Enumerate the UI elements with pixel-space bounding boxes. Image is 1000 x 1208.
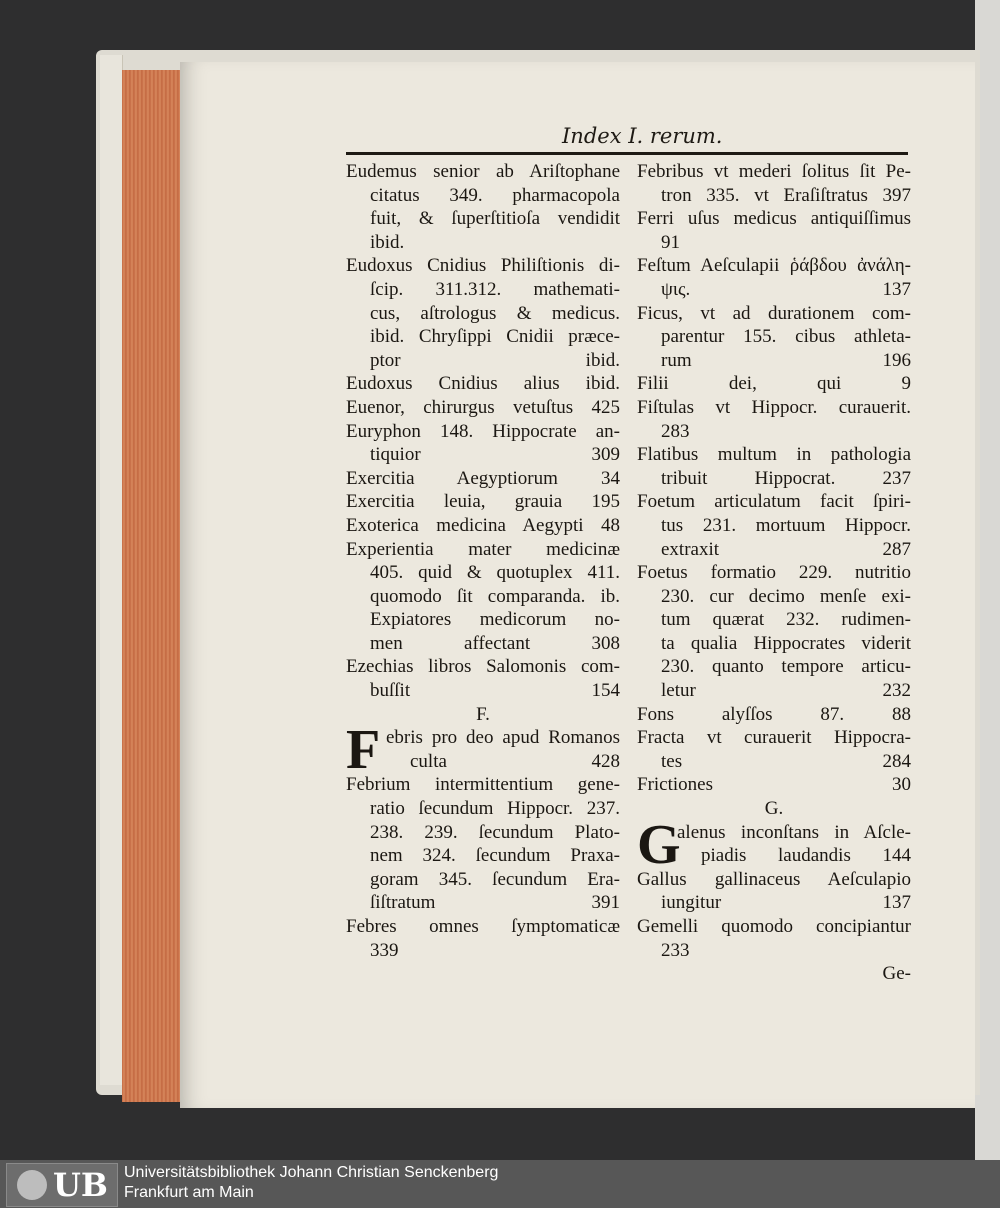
- entry-line: 238. 239. ſecundum Plato-: [370, 821, 620, 843]
- entry-line: iungitur 137: [661, 892, 911, 914]
- entry-line: ptor ibid.: [370, 349, 620, 371]
- entry-line: Febribus vt mederi ſolitus ſit Pe-: [637, 161, 911, 182]
- entry-line: Fons alyſſos 87. 88: [637, 703, 911, 725]
- index-entry: [637, 561, 911, 703]
- entry-line: citatus 349. pharmacopola: [370, 184, 620, 206]
- entry-line: ſcip. 311.312. mathemati-: [370, 278, 620, 300]
- index-entry: [637, 703, 911, 727]
- entry-line: Eudoxus Cnidius Philiſtionis di-: [346, 255, 620, 277]
- left-entries: [346, 160, 620, 703]
- entry-line: Eudoxus Cnidius alius ibid.: [346, 373, 620, 395]
- entry-line: Euenor, chirurgus vetuſtus 425: [346, 396, 620, 418]
- entry-line: Foetus formatio 229. nutritio: [637, 562, 911, 584]
- entry-line: 283: [661, 420, 690, 442]
- entry-line: Filii dei, qui 9: [637, 373, 911, 395]
- institution-city: Frankfurt am Main: [124, 1184, 254, 1201]
- entry-line: Gallus gallinaceus Aeſculapio: [637, 868, 911, 890]
- page-edge: [122, 70, 182, 1102]
- index-entry: [637, 302, 911, 373]
- entry-line: Exercitia Aegyptiorum 34: [346, 467, 620, 489]
- entry-line: Ezechias libros Salomonis com-: [346, 656, 620, 678]
- entry-line: Expiatores medicorum no-: [370, 609, 620, 631]
- entry-line: ratio ſecundum Hippocr. 237.: [370, 798, 620, 820]
- entry-line: Fiſtulas vt Hippocr. curauerit.: [637, 396, 911, 418]
- entry-line: Ficus, vt ad durationem com-: [637, 302, 911, 324]
- library-footer: [0, 1160, 1000, 1208]
- entry-line: rum 196: [661, 349, 911, 371]
- entry-line: letur 232: [661, 680, 911, 702]
- index-entry: [637, 207, 911, 254]
- entry-line: ta qualia Hippocrates viderit: [661, 632, 911, 654]
- entry-line: alenus inconſtans in Aſcle-: [677, 821, 911, 843]
- entry-line: Exoterica medicina Aegypti 48: [346, 514, 620, 536]
- index-entry: [637, 726, 911, 773]
- index-entry: [346, 420, 620, 467]
- entry-line: tron 335. vt Eraſiſtratus 397: [661, 184, 911, 206]
- index-entry: [637, 254, 911, 301]
- index-entry: [637, 372, 911, 396]
- entry-line: Experientia mater medicinæ: [346, 538, 620, 560]
- logo-text: UB: [53, 1166, 108, 1204]
- section-f-first-entry: [346, 719, 620, 782]
- entry-line: Fracta vt curauerit Hippocra-: [637, 727, 911, 749]
- index-entry: [346, 396, 620, 420]
- entry-line: goram 345. ſecundum Era-: [370, 868, 620, 890]
- entry-line: ibid. Chryſippi Cnidii præce-: [370, 326, 620, 348]
- entry-line: tribuit Hippocrat. 237: [661, 467, 911, 489]
- entry-line: culta 428: [410, 750, 620, 772]
- header-rule: [346, 152, 908, 155]
- entry-line: fuit, & ſuperſtitioſa vendidit: [370, 208, 620, 230]
- entry-line: Gemelli quomodo concipiantur: [637, 916, 911, 937]
- entry-line: Febrium intermittentium gene-: [346, 774, 620, 796]
- left-column: [346, 160, 620, 962]
- section-g-first-entry: [637, 813, 911, 876]
- entry-line: extraxit 287: [661, 538, 911, 560]
- entry-line: cus, aſtrologus & medicus.: [370, 302, 620, 324]
- drop-initial-g: G: [637, 813, 681, 876]
- drop-initial-f: F: [346, 719, 381, 782]
- entry-line: Euryphon 148. Hippocrate an-: [346, 420, 620, 442]
- entry-line: tiquior 309: [370, 444, 620, 466]
- entry-line: ſiſtratum 391: [370, 892, 620, 914]
- entry-line: tus 231. mortuum Hippocr.: [661, 514, 911, 536]
- index-entry: [346, 655, 620, 702]
- entry-line: Eudemus senior ab Ariſtophane: [346, 161, 620, 182]
- library-logo[interactable]: [6, 1163, 118, 1207]
- index-entry: [346, 160, 620, 254]
- index-entry: [346, 538, 620, 656]
- entry-line: tum quærat 232. rudimen-: [661, 609, 911, 631]
- index-entry: [346, 467, 620, 491]
- entry-line: ibid.: [370, 231, 405, 253]
- index-entry: [637, 773, 911, 797]
- entry-line: Feſtum Aeſculapii ῥάβδου ἀνάλη-: [637, 255, 911, 277]
- entry-line: ebris pro deo apud Romanos: [386, 727, 620, 749]
- entry-line: Exercitia leuia, grauia 195: [346, 491, 620, 513]
- right-column: [637, 160, 911, 986]
- index-entry: [346, 773, 620, 915]
- entry-line: nem 324. ſecundum Praxa-: [370, 845, 620, 867]
- entry-line: quomodo ſit comparanda. ib.: [370, 585, 620, 607]
- running-title: Index I. rerum.: [562, 124, 723, 148]
- section-letter-f: F.: [476, 703, 490, 725]
- section-g-entries: [637, 868, 911, 962]
- index-entry: [637, 490, 911, 561]
- entry-line: Febres omnes ſymptomaticæ: [346, 916, 620, 937]
- catchword: Ge-: [882, 963, 911, 985]
- entry-line: 339: [370, 939, 399, 961]
- entry-line: 230. cur decimo menſe exi-: [661, 585, 911, 607]
- entry-line: Foetum articulatum facit ſpiri-: [637, 491, 911, 513]
- portrait-icon: [17, 1170, 47, 1200]
- index-entry: [637, 443, 911, 490]
- entry-line: parentur 155. cibus athleta-: [661, 326, 911, 348]
- entry-line: Ferri uſus medicus antiquiſſimus: [637, 208, 911, 230]
- cover-board: [100, 55, 123, 1085]
- index-entry: [637, 915, 911, 962]
- entry-line: tes 284: [661, 750, 911, 772]
- index-entry: [346, 514, 620, 538]
- entry-line: 233: [661, 939, 690, 961]
- entry-line: 405. quid & quotuplex 411.: [370, 562, 620, 584]
- entry-line: piadis laudandis 144: [701, 845, 911, 867]
- index-entry: [637, 160, 911, 207]
- institution-name: Universitätsbibliothek Johann Christian Senckenberg: [124, 1164, 499, 1181]
- entry-line: buſſit 154: [370, 680, 620, 702]
- entry-line: Flatibus multum in pathologia: [637, 444, 911, 466]
- index-entry: [637, 396, 911, 443]
- right-entries: [637, 160, 911, 797]
- section-f-entries: [346, 773, 620, 962]
- section-letter-g: G.: [764, 798, 784, 820]
- index-entry: [346, 254, 620, 372]
- index-entry: [346, 490, 620, 514]
- entry-line: 91: [661, 231, 680, 253]
- index-entry: [346, 915, 620, 962]
- entry-line: Frictiones 30: [637, 774, 911, 796]
- entry-line: ψις. 137: [661, 278, 911, 300]
- index-entry: [346, 372, 620, 396]
- entry-line: 230. quanto tempore articu-: [661, 656, 911, 678]
- entry-line: men affectant 308: [370, 632, 620, 654]
